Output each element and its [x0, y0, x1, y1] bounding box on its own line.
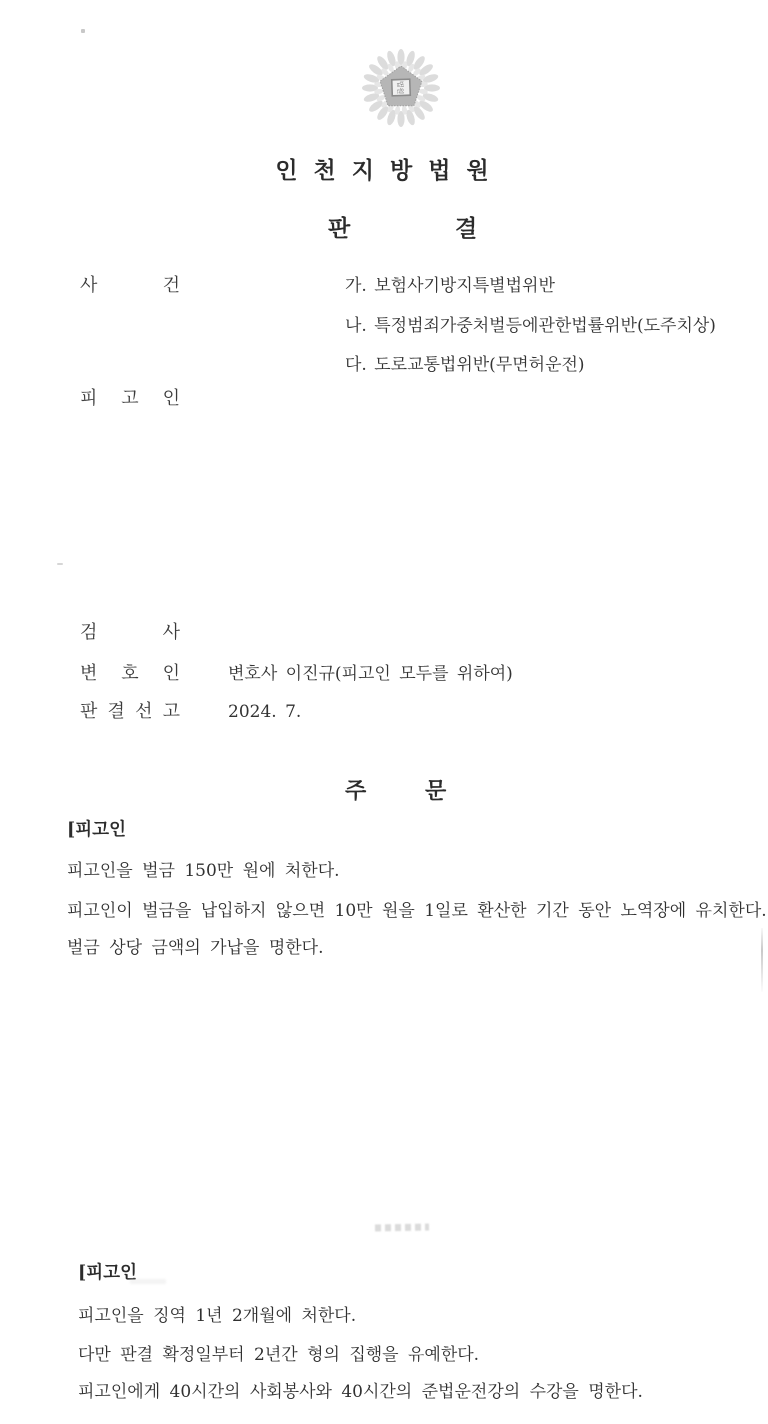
doc-type-char-gyeol: 결 — [455, 216, 478, 242]
order-block2-line: 피고인을 징역 1년 2개월에 처한다. — [78, 1306, 357, 1326]
case-item-da: 다. 도로교통법위반(무면허운전) — [345, 355, 585, 375]
prosecutor-label: 검 사 — [80, 622, 180, 643]
order-heading-char-mun: 문 — [425, 779, 447, 804]
doc-type-char-pan: 판 — [328, 216, 351, 242]
counsel-value: 변호사 이진규(피고인 모두를 위하여) — [228, 664, 513, 684]
case-label: 사 건 — [80, 275, 180, 296]
sentencing-date-value: 2024. 7. — [228, 702, 302, 722]
order-block1-line: 벌금 상당 금액의 가납을 명한다. — [67, 938, 324, 958]
order-block1-line: 피고인이 벌금을 납입하지 않으면 10만 원을 1일로 환산한 기간 동안 노역장에 유치한다. — [67, 901, 767, 921]
case-item-ga: 가. 보험사기방지특별법위반 — [345, 276, 555, 296]
defendant-label: 피 고 인 — [80, 388, 180, 409]
scan-speck — [57, 563, 63, 565]
scan-edge-artifact — [761, 928, 763, 992]
order-block2-defendant-opening: [피고인 — [78, 1263, 137, 1283]
sentencing-date-label: 판 결 선 고 — [80, 701, 180, 722]
redaction-smudge-mark — [375, 1224, 429, 1232]
case-item-na: 나. 특정범죄가중처벌등에관한법률위반(도주치상) — [345, 316, 716, 336]
order-heading-char-ju: 주 — [345, 779, 367, 804]
order-block1-defendant-opening: [피고인 — [67, 820, 126, 840]
seal-text: 법원 — [396, 80, 404, 95]
court-name-title: 인 천 지 방 법 원 — [275, 158, 493, 184]
court-seal-icon — [357, 46, 445, 130]
counsel-label: 변 호 인 — [80, 663, 180, 684]
faint-erasure-smear — [130, 1279, 166, 1284]
scan-speck — [81, 29, 85, 33]
order-block2-line: 피고인에게 40시간의 사회봉사와 40시간의 준법운전강의 수강을 명한다. — [78, 1382, 643, 1402]
order-block2-line: 다만 판결 확정일부터 2년간 형의 집행을 유예한다. — [78, 1345, 480, 1365]
order-block1-line: 피고인을 벌금 150만 원에 처한다. — [67, 861, 340, 881]
